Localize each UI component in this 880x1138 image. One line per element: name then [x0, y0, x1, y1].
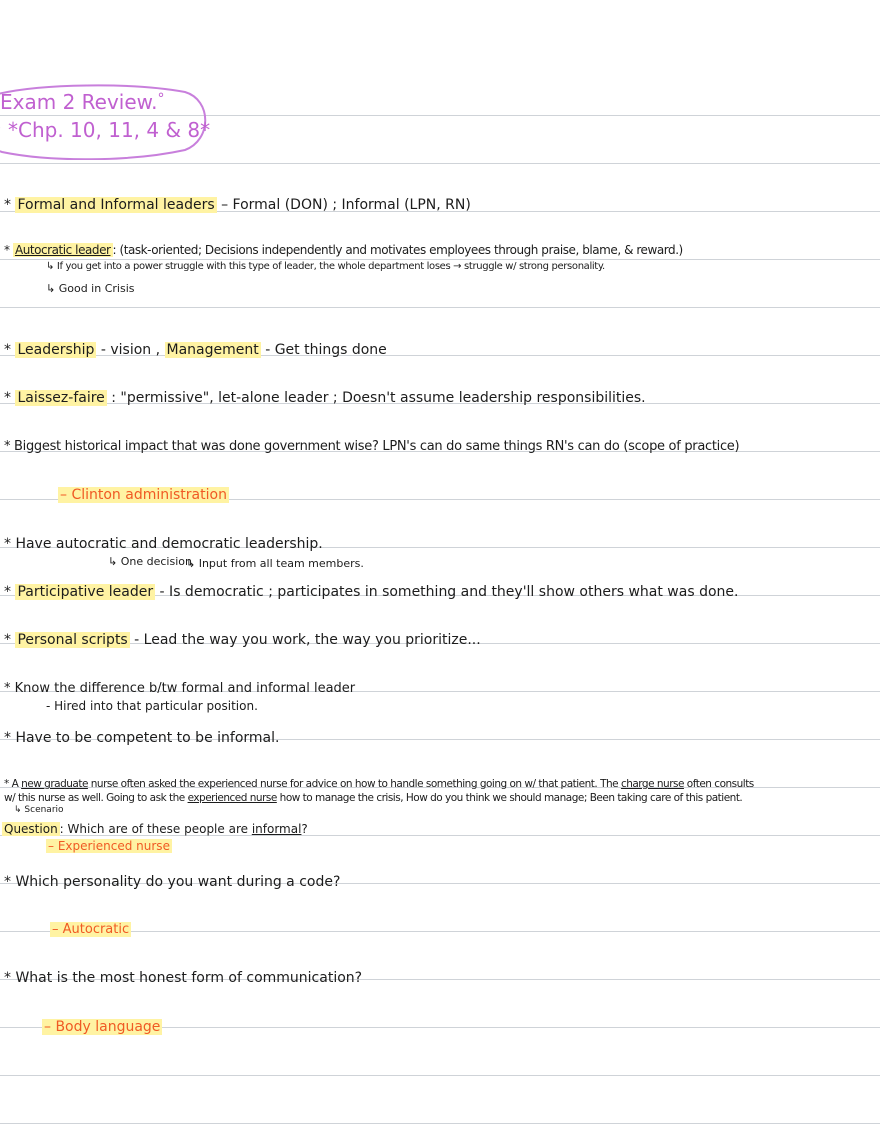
rule-line	[0, 1075, 880, 1076]
underlined-term: experienced nurse	[187, 792, 277, 804]
bullet-asterisk: *	[4, 536, 11, 552]
note-text: What is the most honest form of communication?	[15, 970, 363, 986]
bullet-asterisk: *	[4, 730, 11, 746]
note-text: ?	[301, 822, 308, 836]
answer-text	[58, 488, 229, 502]
note-autocratic-democratic	[4, 537, 323, 551]
bullet-asterisk: *	[4, 439, 11, 454]
rule-line	[0, 307, 880, 308]
note-text: A	[11, 778, 22, 790]
note-text: w/ this nurse as well. Going to ask the	[4, 792, 188, 804]
question-label: Question	[4, 822, 58, 836]
term-highlight: Autocratic leader	[14, 243, 111, 257]
note-personal-scripts	[4, 633, 481, 647]
note-formal-informal	[4, 198, 471, 212]
note-text: Biggest historical impact that was done government wise? LPN's can do same things RN's can do (scope of practice)	[14, 439, 740, 454]
answer-highlight: – Experienced nurse	[48, 839, 170, 853]
rule-line	[0, 1123, 880, 1124]
note-text: : Which are of these people are	[59, 822, 252, 836]
rule-line	[0, 259, 880, 260]
bullet-asterisk: *	[4, 778, 9, 790]
note-competent	[4, 731, 279, 745]
term-highlight: Formal and Informal leaders	[17, 197, 215, 213]
bullet-asterisk: *	[4, 197, 11, 213]
note-subpoint: ↳ Input from all team members.	[186, 557, 364, 570]
note-text: Have to be competent to be informal.	[15, 730, 280, 746]
note-question	[2, 823, 308, 835]
note-code-personality	[4, 875, 340, 889]
note-text: how to manage the crisis, How do you think we should manage; Been taking care of this patient.	[276, 792, 743, 804]
bullet-asterisk: *	[4, 970, 11, 986]
bullet-asterisk: *	[4, 632, 11, 648]
note-text: Know the difference b/tw formal and informal leader	[14, 681, 356, 696]
bullet-asterisk: *	[4, 342, 11, 358]
note-text: nurse often asked the experienced nurse for advice on how to handle something going on w/ that patient. The	[87, 778, 621, 790]
note-historical-impact	[4, 440, 739, 453]
bullet-asterisk: *	[4, 243, 10, 257]
underlined-term: new graduate	[21, 778, 88, 790]
note-text: Have autocratic and democratic leadership.	[15, 536, 323, 552]
note-text: : (task-oriented; Decisions independently and motivates employees through praise, blame, & reward.)	[112, 243, 683, 257]
answer-highlight: – Clinton administration	[60, 487, 227, 503]
term-highlight: Laissez-faire	[17, 390, 105, 406]
note-subpoint: - Hired into that particular position.	[46, 699, 258, 713]
note-text: - Get things done	[260, 342, 387, 358]
bullet-asterisk: *	[4, 681, 11, 696]
bullet-asterisk: *	[4, 874, 11, 890]
bullet-asterisk: *	[4, 584, 11, 600]
note-text: : "permissive", let-alone leader ; Doesn't assume leadership responsibilities.	[106, 390, 646, 406]
term-highlight: Participative leader	[17, 584, 154, 600]
answer-text	[50, 923, 131, 936]
underlined-term: charge nurse	[620, 778, 684, 790]
note-text: Which personality do you want during a code?	[15, 874, 341, 890]
page-title: Exam 2 Review.°	[0, 90, 165, 114]
note-subpoint: ↳ Scenario	[14, 805, 64, 815]
term-highlight: Personal scripts	[17, 632, 128, 648]
rule-line	[0, 163, 880, 164]
bullet-asterisk: *	[4, 390, 11, 406]
answer-highlight: – Body language	[44, 1019, 161, 1035]
note-participative	[4, 585, 738, 599]
note-autocratic	[4, 244, 683, 256]
page-subtitle: *Chp. 10, 11, 4 & 8*	[8, 118, 211, 142]
note-know-difference	[4, 682, 355, 695]
underlined-term: informal	[251, 822, 302, 836]
note-subpoint: ↳ If you get into a power struggle with this type of leader, the whole department loses → struggle w/ strong personality.	[46, 261, 605, 272]
note-laissez-faire	[4, 391, 646, 405]
note-text: often consults	[683, 778, 754, 790]
rule-line	[0, 931, 880, 932]
answer-highlight: – Autocratic	[52, 922, 130, 937]
note-text: – Formal (DON) ; Informal (LPN, RN)	[216, 197, 471, 213]
answer-text	[42, 1020, 162, 1034]
term-highlight: Leadership	[17, 342, 95, 358]
term-highlight: Management	[166, 342, 259, 358]
note-subpoint: ↳ One decision	[108, 555, 192, 568]
note-text: - Lead the way you work, the way you prioritize...	[129, 632, 481, 648]
answer-text	[46, 840, 172, 852]
note-text: - Is democratic ; participates in something and they'll show others what was done.	[155, 584, 739, 600]
note-scenario	[4, 779, 754, 790]
note-text: - vision ,	[96, 342, 165, 358]
note-subpoint: ↳ Good in Crisis	[46, 282, 135, 295]
note-scenario-cont	[4, 793, 742, 804]
note-leadership-management	[4, 343, 387, 357]
note-communication	[4, 971, 362, 985]
